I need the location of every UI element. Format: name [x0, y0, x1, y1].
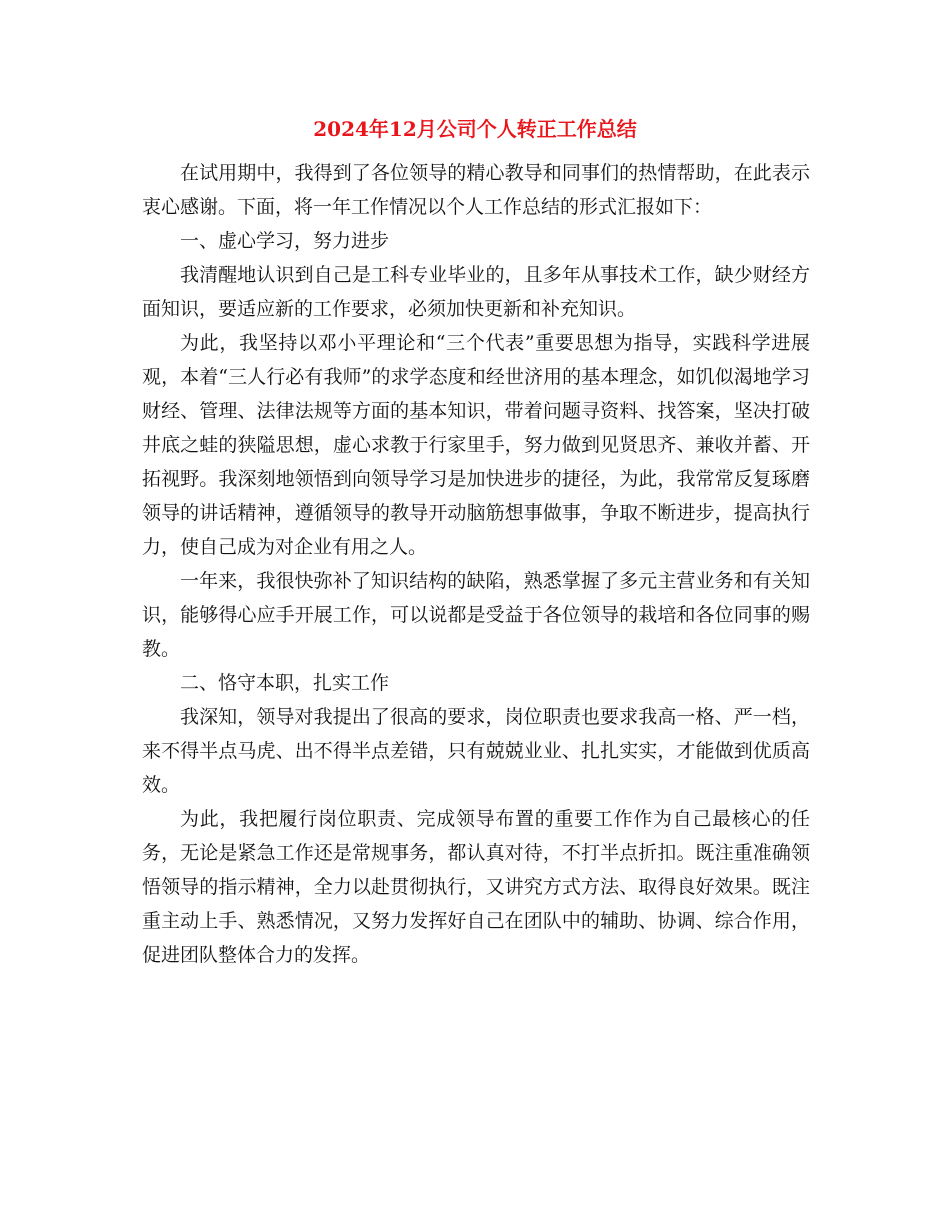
document-title: 2024年12月公司个人转正工作总结 [313, 117, 637, 141]
paragraph-intro: 在试用期中，我得到了各位领导的精心教导和同事们的热情帮助，在此表示衷心感谢。下面，将一年工作情况以个人工作总结的形式汇报如下： [142, 162, 810, 218]
paragraph: 一年来，我很快弥补了知识结构的缺陷，熟悉掌握了多元主营业务和有关知识，能够得心应手开展工作，可以说都是受益于各位领导的栽培和各位同事的赐教。 [142, 570, 810, 660]
paragraph: 为此，我坚持以邓小平理论和“三个代表”重要思想为指导，实践科学进展观，本着“三人行必有我师”的求学态度和经世济用的基本理念，如饥似渴地学习财经、管理、法律法规等方面的基本知识，带着问题寻资料、找答案，坚决打破井底之蛙的狭隘思想，虚心求教于行家里手，努力做到见贤思齐、兼收并蓄、开拓视野。我深刻地领悟到向领导学习是加快进步的捷径，为此，我常常反复琢磨领导的讲话精神，遵循领导的教导开动脑筋想事做事，争取不断进步，提高执行力，使自己成为对企业有用之人。 [142, 332, 810, 558]
section-heading-1: 一、虚心学习，努力进步 [180, 230, 390, 252]
section-heading-2: 二、恪守本职，扎实工作 [180, 672, 390, 694]
paragraph: 为此，我把履行岗位职责、完成领导布置的重要工作作为自己最核心的任务，无论是紧急工作还是常规事务，都认真对待，不打半点折扣。既注重准确领悟领导的指示精神，全力以赴贯彻执行，又讲究方式方法、取得良好效果。既注重主动上手、熟悉情况，又努力发挥好自己在团队中的辅助、协调、综合作用，促进团队整体合力的发挥。 [142, 808, 810, 966]
paragraph: 我深知，领导对我提出了很高的要求，岗位职责也要求我高一格、严一档，来不得半点马虎、出不得半点差错，只有兢兢业业、扎扎实实，才能做到优质高效。 [142, 706, 810, 796]
paragraph: 我清醒地认识到自己是工科专业毕业的，且多年从事技术工作，缺少财经方面知识，要适应新的工作要求，必须加快更新和补充知识。 [142, 264, 810, 320]
document-body [142, 156, 810, 972]
